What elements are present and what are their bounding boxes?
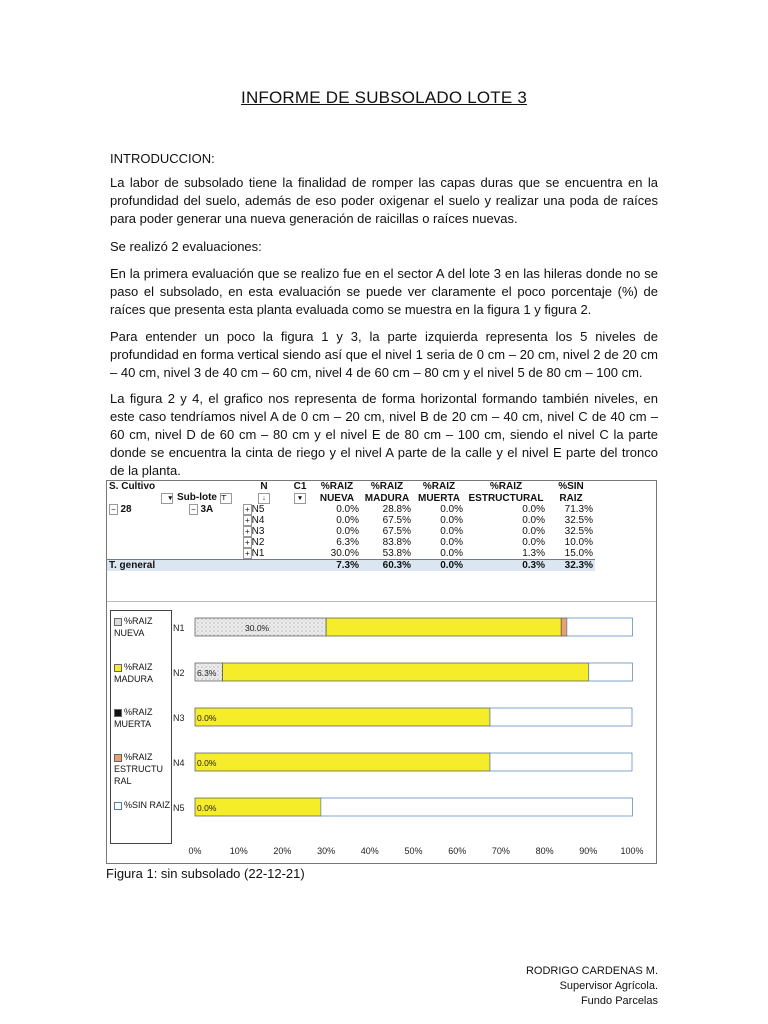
legend-swatch [114, 709, 122, 717]
expand-icon[interactable]: + [245, 549, 250, 558]
total-label: T. general [109, 560, 156, 571]
bar-segment-n4-4 [490, 753, 632, 771]
legend-swatch [114, 754, 122, 762]
cell-nueva: 0.0% [336, 515, 359, 526]
bar-segment-n3-4 [490, 708, 632, 726]
legend-text: %RAIZ [124, 616, 153, 626]
signature-name: RODRIGO CARDENAS M. [525, 965, 658, 977]
bar-segment-n4-1 [195, 753, 490, 771]
legend-item [114, 615, 170, 639]
expand-icon[interactable]: + [245, 505, 250, 514]
cell-madura: 28.8% [382, 504, 411, 515]
x-tick-label: 30% [317, 846, 336, 856]
total-madura: 60.3% [382, 560, 411, 571]
header-madura-1: %RAIZ [370, 481, 404, 492]
bar-segment-n5-4 [321, 798, 633, 816]
cell-estructural: 0.0% [522, 526, 545, 537]
collapse-icon[interactable]: − [111, 505, 116, 514]
category-label-n2: N2 [173, 668, 185, 678]
intro-heading: INTRODUCCION: [110, 151, 215, 166]
cell-nueva: 0.0% [336, 504, 359, 515]
expand-icon[interactable]: + [245, 538, 250, 547]
legend-swatch [114, 618, 122, 626]
cell-muerta: 0.0% [440, 504, 463, 515]
legend-text: %RAIZ [124, 707, 153, 717]
x-tick-label: 70% [491, 846, 510, 856]
x-tick-label: 40% [360, 846, 379, 856]
paragraph-3: En la primera evaluación que se realizo fue en el sector A del lote 3 en las hileras donde no se paso el subsolado, en esta evaluación se puede ver claramente el poco porcentaje (%) de raíces que presenta esta planta evaluada como se muestra en la figura 1 y figura 2. [110, 266, 658, 317]
cultivo-value: 28 [120, 504, 132, 515]
cell-sinraiz: 10.0% [564, 537, 593, 548]
paragraph-4: Para entender un poco la figura 1 y 3, la parte izquierda representa los 5 niveles de profundidad en forma vertical siendo así que el nivel 1 seria de 0 cm – 20 cm, nivel 2 de 20 cm – 40 cm, nivel 3 de 40 cm – 60 cm, nivel 4 de 60 cm – 80 cm y el nivel 5 de 80 cm – 100 cm. [110, 329, 658, 380]
paragraph-2: Se realizó 2 evaluaciones: [110, 239, 262, 254]
cell-sinraiz: 32.5% [564, 526, 593, 537]
total-sinraiz: 32.3% [564, 560, 593, 571]
data-label-n5: 0.0% [197, 803, 217, 813]
header-nueva-1: %RAIZ [320, 481, 354, 492]
n-level: N5 [251, 504, 265, 515]
x-tick-label: 60% [448, 846, 467, 856]
cell-nueva: 0.0% [336, 526, 359, 537]
table-row [107, 537, 595, 548]
legend-text: %RAIZ [124, 752, 153, 762]
legend-item [114, 799, 170, 811]
data-label-n4: 0.0% [197, 758, 217, 768]
stacked-bar-chart [107, 601, 656, 864]
cell-estructural: 0.0% [522, 504, 545, 515]
header-madura-2: MADURA [364, 492, 410, 504]
paragraph-1: La labor de subsolado tiene la finalidad de romper las capas duras que se encuentra en la profundidad del suelo, además de eso poder oxigenar el suelo y realizar una poda de raíces para poder generar una nueva generación de raicillas o raíces nuevas. [110, 175, 658, 226]
legend-text: NUEVA [114, 628, 145, 638]
legend-text: MUERTA [114, 719, 152, 729]
cell-muerta: 0.0% [440, 537, 463, 548]
category-label-n5: N5 [173, 803, 185, 813]
total-nueva: 7.3% [336, 560, 359, 571]
filter-applied-icon[interactable]: ⊤ [220, 493, 232, 504]
table-row [107, 548, 595, 560]
legend-item [114, 751, 170, 787]
table-row [107, 504, 595, 515]
cell-madura: 67.5% [382, 515, 411, 526]
header-estructural-2: ESTRUCTURAL [468, 492, 544, 504]
expand-icon[interactable]: + [245, 527, 250, 536]
cell-sinraiz: 71.3% [564, 504, 593, 515]
chart-legend [110, 610, 172, 844]
chart-plot [173, 602, 653, 864]
header-estructural-1: %RAIZ [489, 481, 523, 492]
collapse-icon[interactable]: − [191, 505, 196, 514]
legend-item [114, 706, 170, 730]
x-tick-label: 10% [229, 846, 248, 856]
legend-swatch [114, 664, 122, 672]
data-label-n1: 30.0% [245, 623, 270, 633]
pivot-table [107, 481, 595, 571]
cell-estructural: 1.3% [522, 548, 545, 559]
header-nueva-2: NUEVA [319, 492, 355, 504]
header-sinraiz-2: RAIZ [559, 492, 583, 504]
bar-segment-n1-3 [561, 618, 567, 636]
paragraph-5: La figura 2 y 4, el grafico nos representa de forma horizontal formando también niveles, en este caso tendríamos nivel A de 0 cm – 20 cm, nivel B de 20 cm – 40 cm, nivel C de 40 cm – 60 cm, nivel D de 60 cm – 80 cm y el nivel E de 80 cm – 100 cm, siendo el nivel C la parte donde se encuentra la cinta de riego y el nivel A parte de la calle y el nivel E parte del tronco de la planta. [110, 391, 658, 478]
data-label-n3: 0.0% [197, 713, 217, 723]
sort-dropdown-icon[interactable]: ↓ [258, 493, 270, 504]
category-label-n3: N3 [173, 713, 185, 723]
cell-muerta: 0.0% [440, 526, 463, 537]
pivot-table-chart [106, 480, 657, 864]
document-title: INFORME DE SUBSOLADO LOTE 3 [241, 88, 527, 107]
legend-swatch [114, 802, 122, 810]
legend-item [114, 661, 170, 685]
header-cultivo: S. Cultivo [109, 481, 156, 492]
legend-text: ESTRUCTU [114, 764, 163, 774]
category-label-n1: N1 [173, 623, 185, 633]
n-level: N4 [251, 515, 265, 526]
total-muerta: 0.0% [440, 560, 463, 571]
n-level: N2 [251, 537, 265, 548]
cell-madura: 83.8% [382, 537, 411, 548]
legend-text: RAL [114, 776, 132, 786]
cell-estructural: 0.0% [522, 537, 545, 548]
cell-muerta: 0.0% [440, 548, 463, 559]
header-muerta-1: %RAIZ [422, 481, 456, 492]
n-level: N3 [251, 526, 265, 537]
legend-text: MADURA [114, 674, 154, 684]
header-n: N [260, 481, 268, 492]
table-row [107, 515, 595, 526]
category-label-n4: N4 [173, 758, 185, 768]
n-level: N1 [251, 548, 265, 559]
x-tick-label: 90% [579, 846, 598, 856]
signature-role: Supervisor Agrícola. [559, 980, 658, 992]
bar-segment-n2-1 [223, 663, 589, 681]
header-muerta-2: MUERTA [417, 492, 461, 504]
legend-text: %SIN RAIZ [124, 800, 171, 810]
filter-dropdown-icon[interactable]: ▾ [161, 493, 173, 504]
c1-dropdown-icon[interactable]: ▾ [294, 493, 306, 504]
x-tick-label: 20% [273, 846, 292, 856]
table-row [107, 526, 595, 537]
sublote-value: 3A [200, 504, 214, 515]
header-sublote: Sub-lote [177, 492, 217, 503]
cell-sinraiz: 15.0% [564, 548, 593, 559]
x-tick-label: 100% [620, 846, 644, 856]
total-estructural: 0.3% [522, 560, 545, 571]
bar-segment-n1-1 [326, 618, 561, 636]
cell-nueva: 6.3% [336, 537, 359, 548]
header-c1: C1 [293, 481, 307, 492]
cell-muerta: 0.0% [440, 515, 463, 526]
legend-text: %RAIZ [124, 662, 153, 672]
figure-caption: Figura 1: sin subsolado (22-12-21) [106, 866, 305, 881]
cell-estructural: 0.0% [522, 515, 545, 526]
header-sinraiz-1: %SIN [558, 481, 584, 492]
signature-org: Fundo Parcelas [580, 995, 658, 1007]
x-tick-label: 0% [188, 846, 202, 856]
data-label-n2: 6.3% [197, 668, 217, 678]
cell-madura: 53.8% [382, 548, 411, 559]
bar-segment-n3-1 [195, 708, 490, 726]
x-tick-label: 50% [404, 846, 423, 856]
cell-sinraiz: 32.5% [564, 515, 593, 526]
bar-segment-n1-4 [567, 618, 633, 636]
expand-icon[interactable]: + [245, 516, 250, 525]
x-tick-label: 80% [535, 846, 554, 856]
bar-segment-n2-4 [589, 663, 633, 681]
cell-nueva: 30.0% [330, 548, 359, 559]
cell-madura: 67.5% [382, 526, 411, 537]
